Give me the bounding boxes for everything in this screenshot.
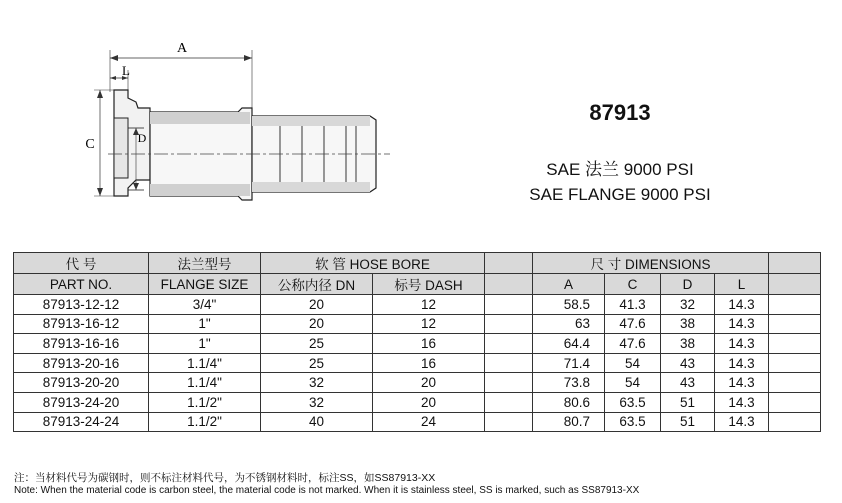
table-column-header-row [14,274,821,295]
group-code: 代 号 [14,253,149,274]
cell-l: 14.3 [715,412,769,432]
cell-dn: 20 [261,314,373,334]
cell-extra [769,334,821,354]
dim-c-label: C [85,137,95,152]
cell-d: 43 [661,373,715,393]
cell-spacer [485,373,533,393]
dim-a-label: A [176,41,188,56]
cell-flange-size: 1.1/4" [149,353,261,373]
cell-spacer [485,314,533,334]
col-dash: 标号 DASH [373,274,485,295]
cell-c: 54 [605,353,661,373]
cell-dash: 12 [373,314,485,334]
cell-c: 54 [605,373,661,393]
cell-dash: 20 [373,392,485,412]
cell-d: 43 [661,353,715,373]
cell-l: 14.3 [715,295,769,315]
col-d: D [661,274,715,295]
cell-dn: 25 [261,334,373,354]
group-hose-bore: 软 管 HOSE BORE [261,253,485,274]
col-dn: 公称内径 DN [261,274,373,295]
cell-extra [769,412,821,432]
group-dimensions: 尺 寸 DIMENSIONS [533,253,769,274]
col-l: L [715,274,769,295]
cell-dash: 16 [373,353,485,373]
table-row [14,392,821,412]
cell-flange-size: 1.1/4" [149,373,261,393]
cell-flange-size: 1" [149,314,261,334]
cell-a: 80.6 [533,392,605,412]
cell-a: 58.5 [533,295,605,315]
cell-l: 14.3 [715,392,769,412]
group-spacer [485,253,533,274]
spec-table [13,252,821,432]
col-a: A [533,274,605,295]
cell-dn: 32 [261,392,373,412]
cell-spacer [485,412,533,432]
cell-part-no: 87913-16-12 [14,314,149,334]
cell-l: 14.3 [715,353,769,373]
col-part-no: PART NO. [14,274,149,295]
cell-c: 47.6 [605,314,661,334]
cell-dash: 12 [373,295,485,315]
cell-part-no: 87913-20-20 [14,373,149,393]
cell-flange-size: 1.1/2" [149,412,261,432]
subtitle-cn: SAE 法兰 9000 PSI [546,160,694,179]
cell-a: 71.4 [533,353,605,373]
cell-a: 63 [533,314,605,334]
cell-d: 38 [661,334,715,354]
cell-c: 63.5 [605,412,661,432]
cell-spacer [485,392,533,412]
table-row [14,334,821,354]
cell-extra [769,373,821,393]
cell-dn: 20 [261,295,373,315]
note-en: Note: When the material code is carbon steel, the material code is not marked. When it is stainless steel, SS is marked, such as SS87913-XX [14,485,640,496]
fitting-drawing [70,30,400,210]
part-number-title: 87913 [589,100,651,125]
table-group-header-row [14,253,821,274]
cell-part-no: 87913-24-24 [14,412,149,432]
dim-d-label: D [137,131,147,145]
note-cn: 注：当材料代号为碳钢时，则不标注材料代号，为不锈钢材料时，标注SS，如SS87913-XX [14,472,436,484]
table-row [14,314,821,334]
cell-a: 73.8 [533,373,605,393]
table-row [14,412,821,432]
table-row [14,373,821,393]
cell-d: 51 [661,412,715,432]
cell-spacer [485,334,533,354]
cell-spacer [485,295,533,315]
cell-flange-size: 1.1/2" [149,392,261,412]
cell-flange-size: 1" [149,334,261,354]
cell-l: 14.3 [715,373,769,393]
cell-part-no: 87913-12-12 [14,295,149,315]
subtitle-en: SAE FLANGE 9000 PSI [529,185,711,204]
cell-c: 63.5 [605,392,661,412]
cell-extra [769,295,821,315]
cell-c: 47.6 [605,334,661,354]
cell-d: 38 [661,314,715,334]
cell-c: 41.3 [605,295,661,315]
cell-dn: 25 [261,353,373,373]
cell-l: 14.3 [715,334,769,354]
cell-part-no: 87913-24-20 [14,392,149,412]
cell-l: 14.3 [715,314,769,334]
cell-a: 80.7 [533,412,605,432]
cell-dn: 40 [261,412,373,432]
col-flange-size: FLANGE SIZE [149,274,261,295]
table-row [14,295,821,315]
cell-spacer [485,353,533,373]
cell-a: 64.4 [533,334,605,354]
group-extra [769,253,821,274]
cell-d: 32 [661,295,715,315]
cell-d: 51 [661,392,715,412]
col-spacer [485,274,533,295]
cell-part-no: 87913-20-16 [14,353,149,373]
col-c: C [605,274,661,295]
cell-dash: 20 [373,373,485,393]
cell-extra [769,314,821,334]
table-row [14,353,821,373]
group-flange: 法兰型号 [149,253,261,274]
col-extra [769,274,821,295]
cell-dash: 24 [373,412,485,432]
cell-part-no: 87913-16-16 [14,334,149,354]
cell-extra [769,392,821,412]
cell-extra [769,353,821,373]
cell-dash: 16 [373,334,485,354]
cell-flange-size: 3/4" [149,295,261,315]
dim-l-label: L [122,63,130,78]
cell-dn: 32 [261,373,373,393]
